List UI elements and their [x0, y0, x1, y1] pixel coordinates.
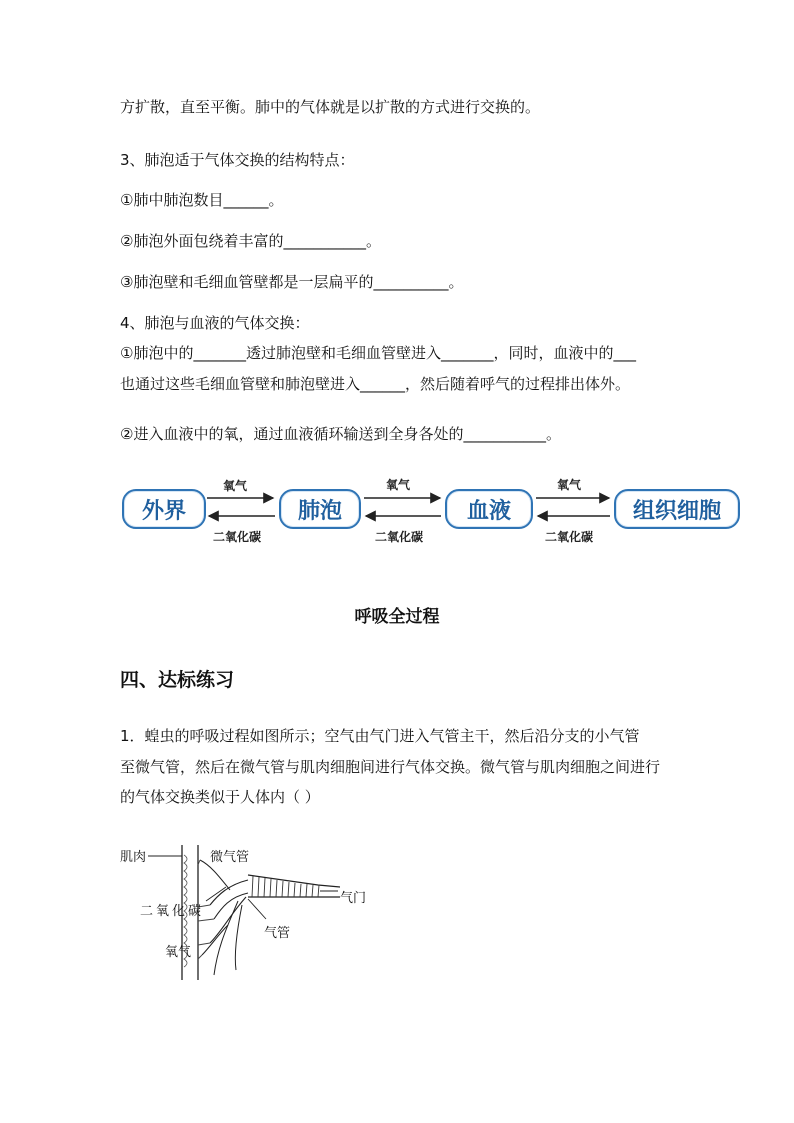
text-line-2: 3、肺泡适于气体交换的结构特点： [120, 151, 355, 169]
arrow-label-co2-2: 二氧化碳 [375, 530, 424, 544]
arrow-label-co2-3: 二氧化碳 [545, 530, 594, 544]
text-line-4: ②肺泡外面包绕着丰富的___________。 [120, 232, 381, 250]
figure-label-oxygen: 氧气 [165, 945, 192, 960]
text-line-1: 方扩散，直至平衡。肺中的气体就是以扩散的方式进行交换的。 [120, 98, 541, 116]
flow-box-blood: 血液 [445, 489, 533, 529]
flow-box-outside: 外界 [122, 489, 206, 529]
arrow-label-co2-1: 二氧化碳 [213, 530, 262, 544]
section-title: 四、达标练习 [120, 669, 235, 691]
text-line-8: 也通过这些毛细血管壁和肺泡壁进入______，然后随着呼气的过程排出体外。 [120, 375, 631, 393]
question-line-2: 至微气管，然后在微气管与肌肉细胞间进行气体交换。微气管与肌肉细胞之间进行 [120, 758, 661, 776]
question-line-1: 1．蝗虫的呼吸过程如图所示；空气由气门进入气管主干，然后沿分支的小气管 [120, 727, 640, 745]
text-line-6: 4、肺泡与血液的气体交换： [120, 314, 310, 332]
figure-label-trachea: 气管 [264, 926, 291, 941]
figure-label-micro-trachea: 微气管 [210, 850, 250, 865]
text-line-9: ②进入血液中的氧，通过血液循环输送到全身各处的___________。 [120, 425, 561, 443]
figure-label-spiracle: 气门 [340, 891, 367, 906]
arrow-label-oxygen-1: 氧气 [223, 479, 248, 493]
question-line-3: 的气体交换类似于人体内（ ） [120, 788, 320, 806]
figure-label-co2: 二氧化碳 [140, 904, 205, 919]
flow-box-alveoli: 肺泡 [279, 489, 361, 529]
arrow-label-oxygen-2: 氧气 [386, 478, 411, 492]
text-line-3: ①肺中肺泡数目______。 [120, 191, 284, 209]
text-line-5: ③肺泡壁和毛细血管壁都是一层扁平的__________。 [120, 273, 464, 291]
figure-label-muscle: 肌肉 [120, 850, 147, 865]
diagram-caption: 呼吸全过程 [354, 607, 440, 627]
arrow-label-oxygen-3: 氧气 [557, 478, 582, 492]
text-line-7: ①肺泡中的_______透过肺泡壁和毛细血管壁进入_______，同时，血液中的___ [120, 344, 636, 362]
flow-box-tissue-cells: 组织细胞 [614, 489, 740, 529]
